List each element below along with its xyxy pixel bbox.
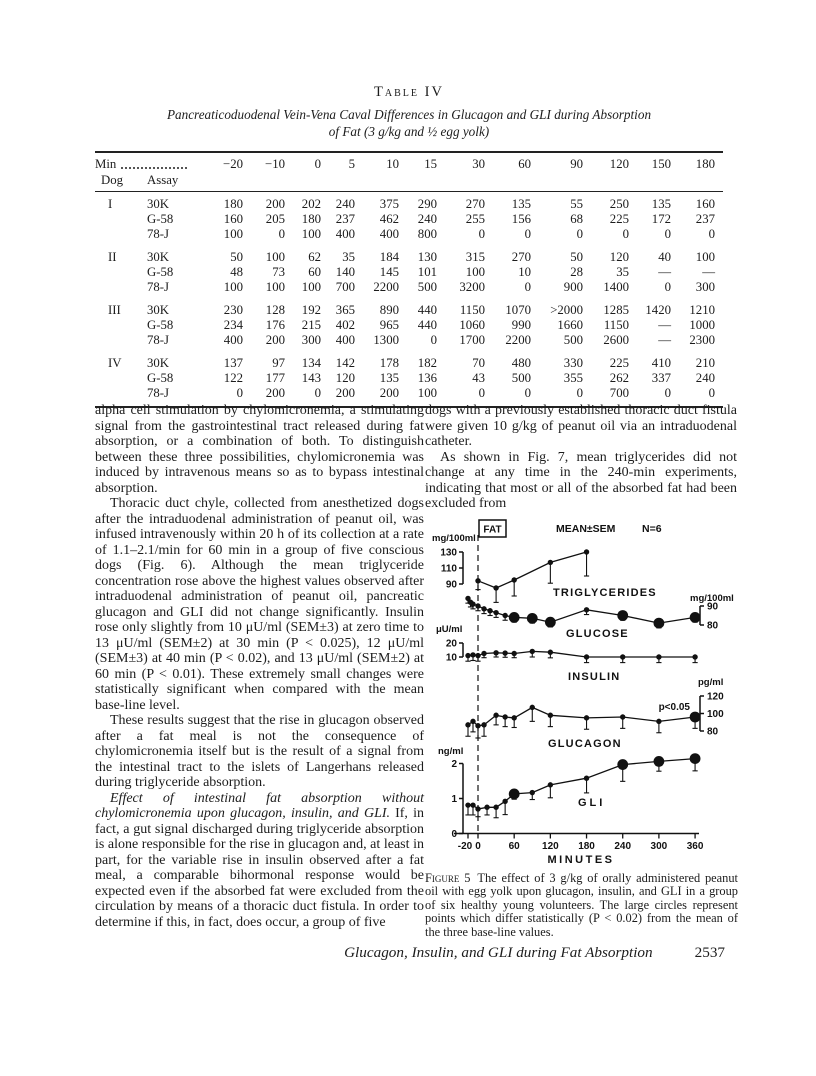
value-cell: 225 bbox=[609, 212, 629, 226]
value-cell: 262 bbox=[609, 371, 629, 385]
value-cell: 2300 bbox=[689, 333, 715, 347]
svg-text:0: 0 bbox=[451, 829, 457, 840]
value-cell: 134 bbox=[301, 356, 321, 370]
value-cell: 176 bbox=[265, 318, 285, 332]
value-cell: 355 bbox=[563, 371, 583, 385]
assay-cell: 78-J bbox=[147, 386, 170, 400]
paragraph: These results suggest that the rise in glucagon observed after a fat meal is not the consequence of chylomicronemia itself but is the result of a signal from the intestinal tract to the islets of Langerhans released during triglyceride absorption. bbox=[95, 713, 424, 790]
value-cell: 202 bbox=[301, 197, 321, 211]
value-cell: 73 bbox=[272, 265, 285, 279]
p-value-label: p<0.05 bbox=[658, 702, 690, 713]
table-row bbox=[95, 318, 723, 333]
value-cell: 0 bbox=[478, 227, 485, 241]
label-glucagon: GLUCAGON bbox=[548, 738, 622, 750]
value-cell: 200 bbox=[335, 386, 355, 400]
svg-text:360: 360 bbox=[686, 841, 704, 852]
value-cell: 900 bbox=[563, 280, 583, 294]
value-cell: 1150 bbox=[603, 318, 629, 332]
value-cell: 97 bbox=[272, 356, 285, 370]
table-body bbox=[95, 192, 723, 408]
label-insulin: INSULIN bbox=[568, 671, 621, 683]
value-cell: 0 bbox=[478, 386, 485, 400]
value-cell: 3200 bbox=[459, 280, 485, 294]
left-column bbox=[95, 403, 424, 930]
assay-cell: G-58 bbox=[147, 212, 174, 226]
figure-label: Figure 5 bbox=[425, 871, 471, 885]
value-cell: 0 bbox=[278, 227, 285, 241]
value-cell: 50 bbox=[230, 250, 243, 264]
time-header-cell: −10 bbox=[264, 157, 285, 171]
time-header-cell: −20 bbox=[222, 157, 243, 171]
table-row bbox=[95, 265, 723, 280]
dog-header: Dog bbox=[101, 173, 124, 187]
value-cell: 48 bbox=[230, 265, 243, 279]
value-cell: 270 bbox=[465, 197, 485, 211]
svg-text:mg/100ml: mg/100ml bbox=[432, 533, 476, 544]
svg-text:80: 80 bbox=[707, 726, 719, 738]
assay-cell: G-58 bbox=[147, 265, 174, 279]
value-cell: 440 bbox=[417, 303, 437, 317]
value-cell: 210 bbox=[695, 356, 715, 370]
label-triglycerides: TRIGLYCERIDES bbox=[553, 587, 657, 599]
value-cell: 62 bbox=[308, 250, 321, 264]
value-cell: 100 bbox=[695, 250, 715, 264]
value-cell: >2000 bbox=[550, 303, 583, 317]
svg-text:300: 300 bbox=[650, 841, 668, 852]
assay-cell: G-58 bbox=[147, 318, 174, 332]
value-cell: 135 bbox=[379, 371, 399, 385]
svg-text:100: 100 bbox=[707, 709, 724, 720]
assay-cell: 30K bbox=[147, 197, 170, 211]
value-cell: 1420 bbox=[645, 303, 671, 317]
value-cell: 100 bbox=[417, 386, 437, 400]
assay-cell: 30K bbox=[147, 356, 170, 370]
value-cell: 180 bbox=[223, 197, 243, 211]
value-cell: 2600 bbox=[603, 333, 629, 347]
table-row bbox=[95, 333, 723, 348]
svg-text:ng/ml: ng/ml bbox=[438, 746, 464, 757]
value-cell: 0 bbox=[576, 386, 583, 400]
value-cell: 50 bbox=[570, 250, 583, 264]
value-cell: 130 bbox=[417, 250, 437, 264]
value-cell: 43 bbox=[472, 371, 485, 385]
value-cell: 500 bbox=[563, 333, 583, 347]
value-cell: 177 bbox=[265, 371, 285, 385]
value-cell: 137 bbox=[223, 356, 243, 370]
svg-text:80: 80 bbox=[707, 620, 719, 632]
paragraph: As shown in Fig. 7, mean triglycerides did not change at any time in the 240-min experiments, indicating that most or all of the absorbed fat had been excluded from bbox=[425, 449, 737, 511]
value-cell: 300 bbox=[695, 280, 715, 294]
table-caption bbox=[95, 106, 723, 140]
value-cell: 160 bbox=[695, 197, 715, 211]
assay-cell: 30K bbox=[147, 303, 170, 317]
series-insulin bbox=[465, 649, 697, 663]
value-cell: 10 bbox=[518, 265, 531, 279]
value-cell: 145 bbox=[379, 265, 399, 279]
value-cell: 0 bbox=[576, 227, 583, 241]
svg-text:MINUTES: MINUTES bbox=[547, 854, 615, 866]
value-cell: 100 bbox=[223, 280, 243, 294]
value-cell: 402 bbox=[335, 318, 355, 332]
value-cell: 1300 bbox=[373, 333, 399, 347]
value-cell: 200 bbox=[265, 386, 285, 400]
assay-cell: 78-J bbox=[147, 280, 170, 294]
value-cell: 700 bbox=[335, 280, 355, 294]
value-cell: 400 bbox=[335, 227, 355, 241]
paragraph: Thoracic duct chyle, collected from anesthetized dogs after the intraduodenal administration of peanut oil, was infused intravenously within 20 h of its collection at a rate of 1.1–2.1/min for 60 min in a group of five conscious dogs (Fig. 6). Although the mean triglyceride concentration rose above the highest values observed after intraduodenal administration of peanut oil, pancreatic glucagon and GLI did not change significantly. Insulin rose only slightly from 10 μU/ml (SEM±3) at zero time to 13 μU/ml (SEM±2) at 30 min (P < 0.025), 12 μU/ml (SEM±3) at 40 min (P < 0.02), and 13 μU/ml (SEM±2) at 60 min (P < 0.01). These extremely small changes were statistically significant when compared with the mean base-line level. bbox=[95, 496, 424, 713]
table-caption-line1: Pancreaticoduodenal Vein-Vena Caval Differences in Glucagon and GLI during Absorption bbox=[166, 107, 652, 122]
value-cell: 35 bbox=[342, 250, 355, 264]
header-spacer bbox=[189, 173, 723, 192]
value-cell: 200 bbox=[379, 386, 399, 400]
value-cell: 100 bbox=[301, 227, 321, 241]
value-cell: 225 bbox=[609, 356, 629, 370]
value-cell: 200 bbox=[265, 333, 285, 347]
value-cell: 156 bbox=[511, 212, 531, 226]
value-cell: — bbox=[702, 265, 715, 279]
assay-cell: 78-J bbox=[147, 333, 170, 347]
value-cell: 337 bbox=[651, 371, 671, 385]
time-header-cell: 120 bbox=[609, 157, 629, 171]
svg-text:μU/ml: μU/ml bbox=[436, 624, 463, 635]
dog-cell: III bbox=[108, 303, 121, 317]
axis-glucagon bbox=[698, 677, 724, 738]
label-glucose: GLUCOSE bbox=[566, 628, 629, 640]
value-cell: 120 bbox=[609, 250, 629, 264]
value-cell: 184 bbox=[379, 250, 399, 264]
value-cell: 205 bbox=[265, 212, 285, 226]
value-cell: 462 bbox=[379, 212, 399, 226]
n-label: N=6 bbox=[642, 523, 662, 535]
svg-text:-20: -20 bbox=[457, 841, 473, 852]
value-cell: 0 bbox=[622, 227, 629, 241]
figure5-caption bbox=[425, 872, 738, 939]
value-cell: 40 bbox=[658, 250, 671, 264]
svg-text:130: 130 bbox=[440, 547, 457, 559]
paragraph bbox=[95, 791, 424, 931]
assay-cell: G-58 bbox=[147, 371, 174, 385]
value-cell: 192 bbox=[301, 303, 321, 317]
value-cell: 0 bbox=[664, 280, 671, 294]
svg-text:pg/ml: pg/ml bbox=[698, 677, 724, 688]
time-header-cell: 60 bbox=[518, 157, 531, 171]
table-row bbox=[95, 242, 723, 265]
value-cell: 143 bbox=[301, 371, 321, 385]
svg-text:110: 110 bbox=[440, 563, 457, 575]
value-cell: 240 bbox=[695, 371, 715, 385]
value-cell: 1400 bbox=[603, 280, 629, 294]
value-cell: 0 bbox=[664, 386, 671, 400]
value-cell: 128 bbox=[265, 303, 285, 317]
value-cell: 1700 bbox=[459, 333, 485, 347]
svg-text:90: 90 bbox=[445, 579, 457, 591]
x-axis bbox=[454, 834, 704, 867]
time-header-row bbox=[95, 152, 723, 173]
value-cell: 60 bbox=[308, 265, 321, 279]
value-cell: — bbox=[658, 318, 671, 332]
right-column bbox=[425, 403, 737, 512]
value-cell: 2200 bbox=[373, 280, 399, 294]
value-cell: 122 bbox=[223, 371, 243, 385]
value-cell: 178 bbox=[379, 356, 399, 370]
svg-text:1: 1 bbox=[451, 794, 457, 805]
value-cell: 400 bbox=[379, 227, 399, 241]
value-cell: 480 bbox=[511, 356, 531, 370]
value-cell: 182 bbox=[417, 356, 437, 370]
value-cell: 965 bbox=[379, 318, 399, 332]
dot-leader bbox=[121, 166, 187, 169]
value-cell: 890 bbox=[379, 303, 399, 317]
label-gli: GLI bbox=[578, 797, 606, 809]
value-cell: 700 bbox=[609, 386, 629, 400]
value-cell: 315 bbox=[465, 250, 485, 264]
value-cell: 68 bbox=[570, 212, 583, 226]
svg-text:120: 120 bbox=[707, 691, 724, 703]
table-iv bbox=[95, 151, 723, 408]
value-cell: 240 bbox=[417, 212, 437, 226]
value-cell: 135 bbox=[511, 197, 531, 211]
svg-text:0: 0 bbox=[475, 841, 481, 852]
value-cell: 300 bbox=[301, 333, 321, 347]
table-row bbox=[95, 212, 723, 227]
table-label: Table IV bbox=[374, 84, 444, 100]
value-cell: 237 bbox=[335, 212, 355, 226]
value-cell: 440 bbox=[417, 318, 437, 332]
value-cell: — bbox=[658, 333, 671, 347]
value-cell: 0 bbox=[664, 227, 671, 241]
value-cell: 1150 bbox=[459, 303, 485, 317]
value-cell: 100 bbox=[465, 265, 485, 279]
series-glucose bbox=[465, 596, 700, 629]
axis-triglycerides bbox=[432, 533, 476, 591]
value-cell: 215 bbox=[301, 318, 321, 332]
value-cell: 0 bbox=[314, 386, 321, 400]
value-cell: 0 bbox=[524, 386, 531, 400]
value-cell: 136 bbox=[417, 371, 437, 385]
min-header-cell bbox=[95, 152, 189, 173]
paragraph-text: If, in fact, a gut signal discharged during triglyceride absorption is alone responsible for the rise in glucagon and, at least in part, for the variable rise in insulin observed after a fat meal, a comparable bihormonal response would be expected even if the absorbed fat were excluded from the circulation by means of a thoracic duct fistula. In order to determine if this, in fact, does occur, a group of five bbox=[95, 806, 424, 930]
time-header-cell: 10 bbox=[386, 157, 399, 171]
svg-text:180: 180 bbox=[578, 841, 595, 852]
time-header-cell: 0 bbox=[314, 157, 321, 171]
table-caption-line2: of Fat (3 g/kg and ½ egg yolk) bbox=[328, 124, 490, 139]
page-number: 2537 bbox=[694, 944, 725, 961]
value-cell: 1660 bbox=[557, 318, 583, 332]
table-row bbox=[95, 295, 723, 318]
value-cell: 2200 bbox=[505, 333, 531, 347]
min-label: Min bbox=[95, 157, 117, 171]
value-cell: 142 bbox=[335, 356, 355, 370]
assay-cell: 30K bbox=[147, 250, 170, 264]
value-cell: 100 bbox=[265, 280, 285, 294]
figure5-chart bbox=[428, 513, 740, 873]
svg-text:120: 120 bbox=[542, 841, 559, 852]
value-cell: 500 bbox=[417, 280, 437, 294]
value-cell: 250 bbox=[609, 197, 629, 211]
value-cell: 0 bbox=[708, 227, 715, 241]
value-cell: 120 bbox=[335, 371, 355, 385]
section-lead-italic: Effect of intestinal fat absorption without chylomicronemia upon glucagon, insulin, and GLI. bbox=[95, 790, 424, 821]
time-header-cell: 150 bbox=[651, 157, 671, 171]
table-row bbox=[95, 371, 723, 386]
value-cell: 180 bbox=[301, 212, 321, 226]
value-cell: 240 bbox=[335, 197, 355, 211]
value-cell: 1285 bbox=[603, 303, 629, 317]
value-cell: 270 bbox=[511, 250, 531, 264]
page-footer bbox=[95, 944, 725, 962]
value-cell: 200 bbox=[265, 197, 285, 211]
dog-assay-header-row bbox=[95, 173, 723, 192]
table-row bbox=[95, 227, 723, 242]
value-cell: 0 bbox=[524, 280, 531, 294]
value-cell: 0 bbox=[524, 227, 531, 241]
fat-label: FAT bbox=[483, 524, 502, 536]
value-cell: 330 bbox=[563, 356, 583, 370]
axis-gli bbox=[438, 746, 463, 840]
paragraph: dogs with a previously established thoracic duct fistula were given 10 g/kg of peanut oil via an intraduodenal catheter. bbox=[425, 403, 737, 449]
assay-cell: 78-J bbox=[147, 227, 170, 241]
value-cell: 290 bbox=[417, 197, 437, 211]
value-cell: 230 bbox=[223, 303, 243, 317]
dog-cell: II bbox=[108, 250, 117, 264]
value-cell: 234 bbox=[223, 318, 243, 332]
value-cell: 365 bbox=[335, 303, 355, 317]
value-cell: 500 bbox=[511, 371, 531, 385]
value-cell: 375 bbox=[379, 197, 399, 211]
paragraph: alpha cell stimulation by chylomicronemia, a stimulating signal from the gastrointestinal tract released during fat absorption, or a combination of both. To distinguish between these three possibilities, chylomicronemia was induced by intravenous means so as to bypass intestinal absorption. bbox=[95, 403, 424, 496]
dog-cell: IV bbox=[108, 356, 122, 370]
value-cell: 100 bbox=[301, 280, 321, 294]
value-cell: 237 bbox=[695, 212, 715, 226]
value-cell: 990 bbox=[511, 318, 531, 332]
value-cell: 255 bbox=[465, 212, 485, 226]
svg-text:20: 20 bbox=[445, 638, 457, 650]
svg-text:mg/100ml: mg/100ml bbox=[690, 593, 734, 604]
time-header-cell: 90 bbox=[570, 157, 583, 171]
svg-text:60: 60 bbox=[508, 841, 520, 852]
value-cell: 100 bbox=[265, 250, 285, 264]
value-cell: 100 bbox=[223, 227, 243, 241]
time-header-cell: 30 bbox=[472, 157, 485, 171]
dog-cell: I bbox=[108, 197, 113, 211]
value-cell: 135 bbox=[651, 197, 671, 211]
table-row bbox=[95, 280, 723, 295]
value-cell: 35 bbox=[616, 265, 629, 279]
value-cell: 140 bbox=[335, 265, 355, 279]
value-cell: 0 bbox=[236, 386, 243, 400]
table-header bbox=[95, 152, 723, 192]
time-header-cell: 5 bbox=[348, 157, 355, 171]
figure-caption-text: The effect of 3 g/kg of orally administered peanut oil with egg yolk upon glucagon, insulin, and GLI in a group of six healthy young volunteers. The large circles represent points which differ statistically (P < 0.02) from the mean of the three base-line values. bbox=[425, 871, 738, 939]
value-cell: 410 bbox=[651, 356, 671, 370]
table-row bbox=[95, 348, 723, 371]
value-cell: 0 bbox=[430, 333, 437, 347]
value-cell: 0 bbox=[708, 386, 715, 400]
value-cell: 172 bbox=[651, 212, 671, 226]
value-cell: 28 bbox=[570, 265, 583, 279]
time-header-cell: 180 bbox=[695, 157, 715, 171]
value-cell: 55 bbox=[570, 197, 583, 211]
value-cell: 400 bbox=[223, 333, 243, 347]
assay-header: Assay bbox=[147, 173, 179, 187]
value-cell: 70 bbox=[472, 356, 485, 370]
svg-text:10: 10 bbox=[445, 652, 457, 664]
value-cell: — bbox=[658, 265, 671, 279]
value-cell: 1000 bbox=[689, 318, 715, 332]
svg-text:90: 90 bbox=[707, 601, 719, 613]
axis-insulin bbox=[436, 624, 463, 664]
value-cell: 1210 bbox=[689, 303, 715, 317]
value-cell: 800 bbox=[417, 227, 437, 241]
value-cell: 400 bbox=[335, 333, 355, 347]
svg-text:240: 240 bbox=[614, 841, 632, 852]
table-row bbox=[95, 192, 723, 213]
value-cell: 1070 bbox=[505, 303, 531, 317]
mean-sem-label: MEAN±SEM bbox=[556, 523, 616, 535]
value-cell: 160 bbox=[223, 212, 243, 226]
time-header-cell: 15 bbox=[424, 157, 437, 171]
svg-text:2: 2 bbox=[451, 759, 457, 770]
table-iv-block bbox=[95, 84, 723, 408]
running-title: Glucagon, Insulin, and GLI during Fat Absorption bbox=[344, 944, 653, 961]
figure5-plot bbox=[428, 513, 740, 873]
value-cell: 101 bbox=[417, 265, 437, 279]
value-cell: 1060 bbox=[459, 318, 485, 332]
